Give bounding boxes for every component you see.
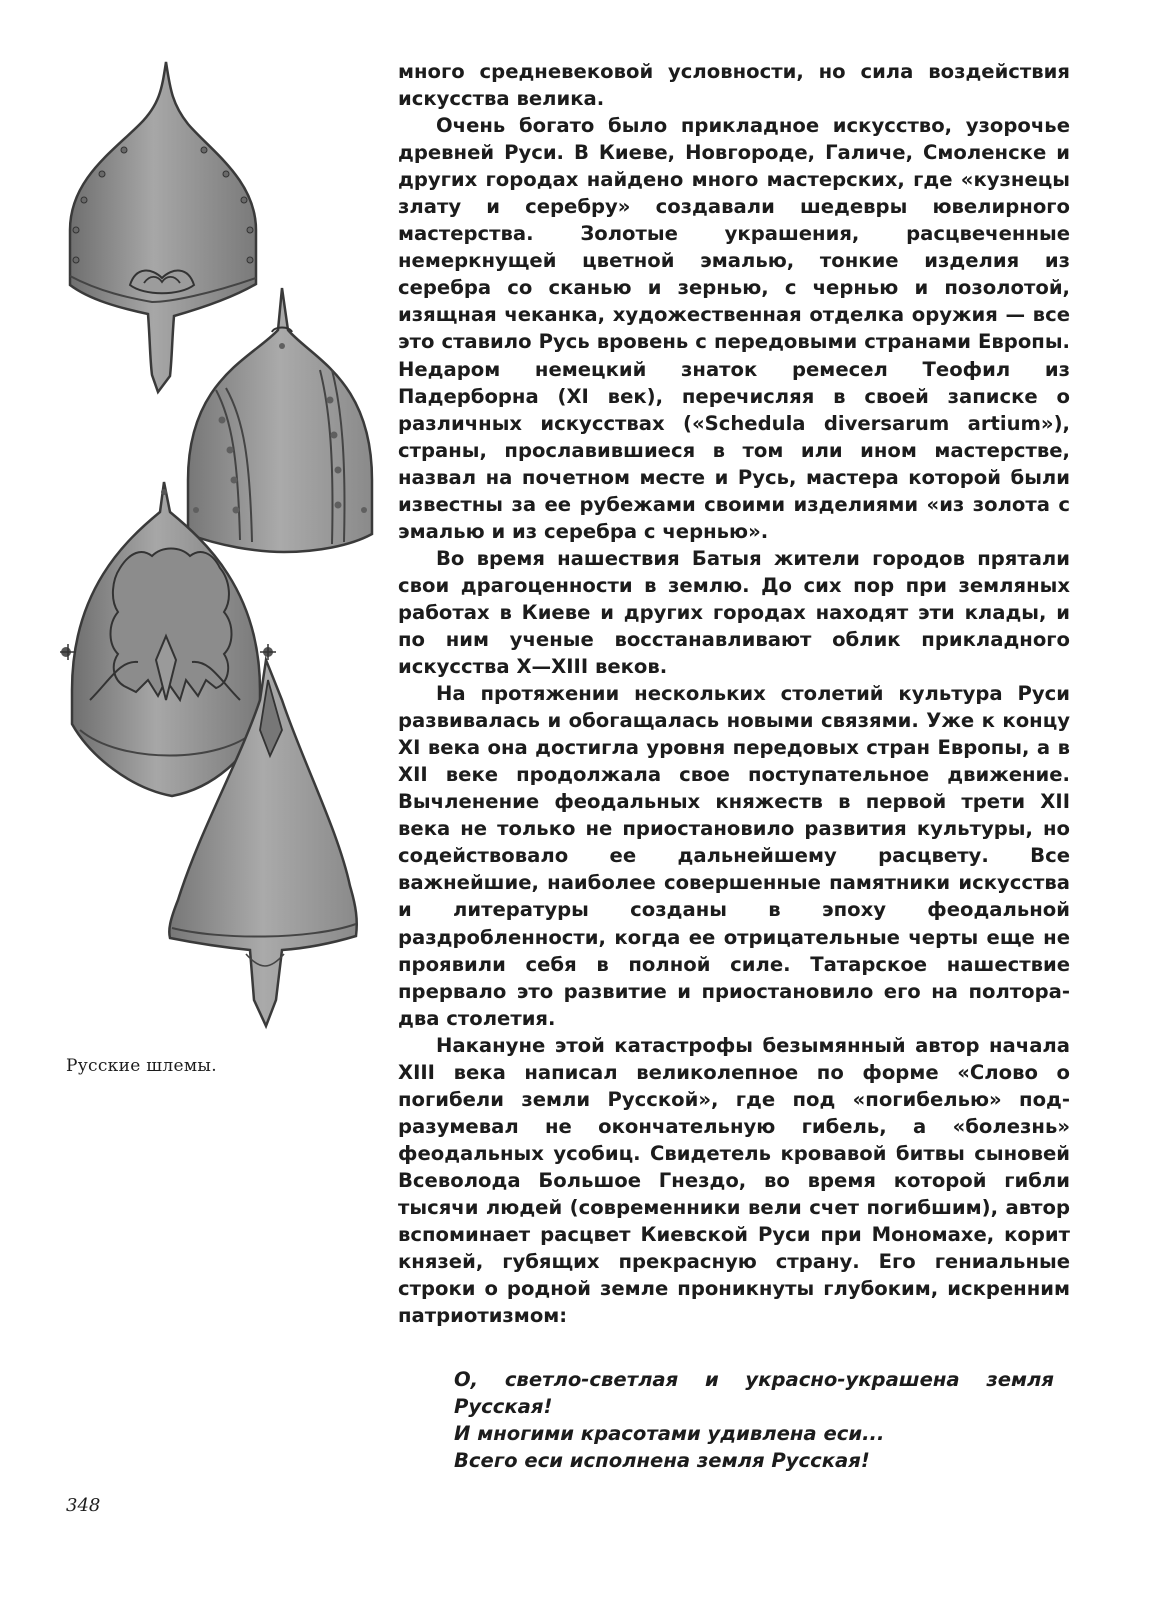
poem-line: Всего еси исполнена земля Русская! [454,1449,870,1472]
helmet-2 [188,288,372,552]
helmet-1 [70,62,256,392]
paragraph: Очень богато было прикладное искусство, узорочье древней Руси. В Киеве, Новгороде, Галиче, Смоленске и других городах найдено много мастерских, где «кузнецы злату и серебру» создавали шедевры ювелирного мастерства. Золотые украшения, расцвеченные немеркнущей цветной эмалью, тонкие изделия из серебра со сканью и зернью, с чернью и позолотой, изящная чеканка, художественная отделка оружия — все это ставило Русь вровень с передовыми странами Европы. Недаром немецкий знаток ремесел Теофил из Падерборна (XI век), перечисляя в своей записке о различных искусствах («Schedula diversarum artium»), страны, прославившиеся в том или ином мастерстве, назвал на почетном месте и Русь, мастера которой были известны за ее рубежами своими изделиями «из золота с эмалью и из серебра с чернью». [398,114,1070,543]
paragraph: Во время нашествия Батыя жители городов прятали свои драгоценности в землю. До сих пор при земляных работах в Киеве и других городах находят эти клады, и по ним ученые восстанавливают облик прикладного искусства X—XIII веков. [398,546,1070,679]
helmets-illustration [20,40,390,1050]
page-number: 348 [66,1495,101,1516]
paragraph: Накануне этой катастрофы безымянный автор начала XIII века написал великолепное по форме «Слово о погибели земли Русской», где под «погибелью» подразумевал не окончательную гибель, а «болезнь» феодальных усобиц. Свидетель кровавой битвы сыновей Всеволода Большое Гнездо, во время которой гибли тысячи людей (современники вели счет погибшим), автор вспоминает расцвет Киевской Руси при Мономахе, корит князей, губящих прекрасную страну. Его гениальные строки о родной земле проникнуты глубоким, искренним патриотизмом: [398,1033,1070,1328]
poem-line: И многими красотами удивлена еси... [454,1422,885,1445]
poem-line: О, светло-светлая и украсно-украшена земля [454,1368,1054,1391]
paragraph: На протяжении нескольких столетий культура Руси развивалась и обогащалась новыми связями. Уже к концу XI века она достигла уровня передовых стран Европы, а в XII веке продолжала свое поступательное движение. Вычленение феодальных княжеств в первой трети XII века не только не приостановило развития культуры, но содействовало ее дальнейшему расцвету. Все важнейшие, наиболее совершенные памятники искусства и литературы созданы в эпоху феодальной раздробленности, когда ее отрицательные черты еще не проявили себя в полной силе. Татарское нашествие прервало это развитие и приостановило его на полтора-два столетия. [398,682,1070,1030]
paragraph: много средневековой условности, но сила воздействия искусства велика. [398,60,1070,111]
main-text [398,58,1070,1329]
poem-quote [454,1366,1054,1474]
poem-line: Русская! [454,1395,553,1418]
figure-caption: Русские шлемы. [66,1056,217,1076]
